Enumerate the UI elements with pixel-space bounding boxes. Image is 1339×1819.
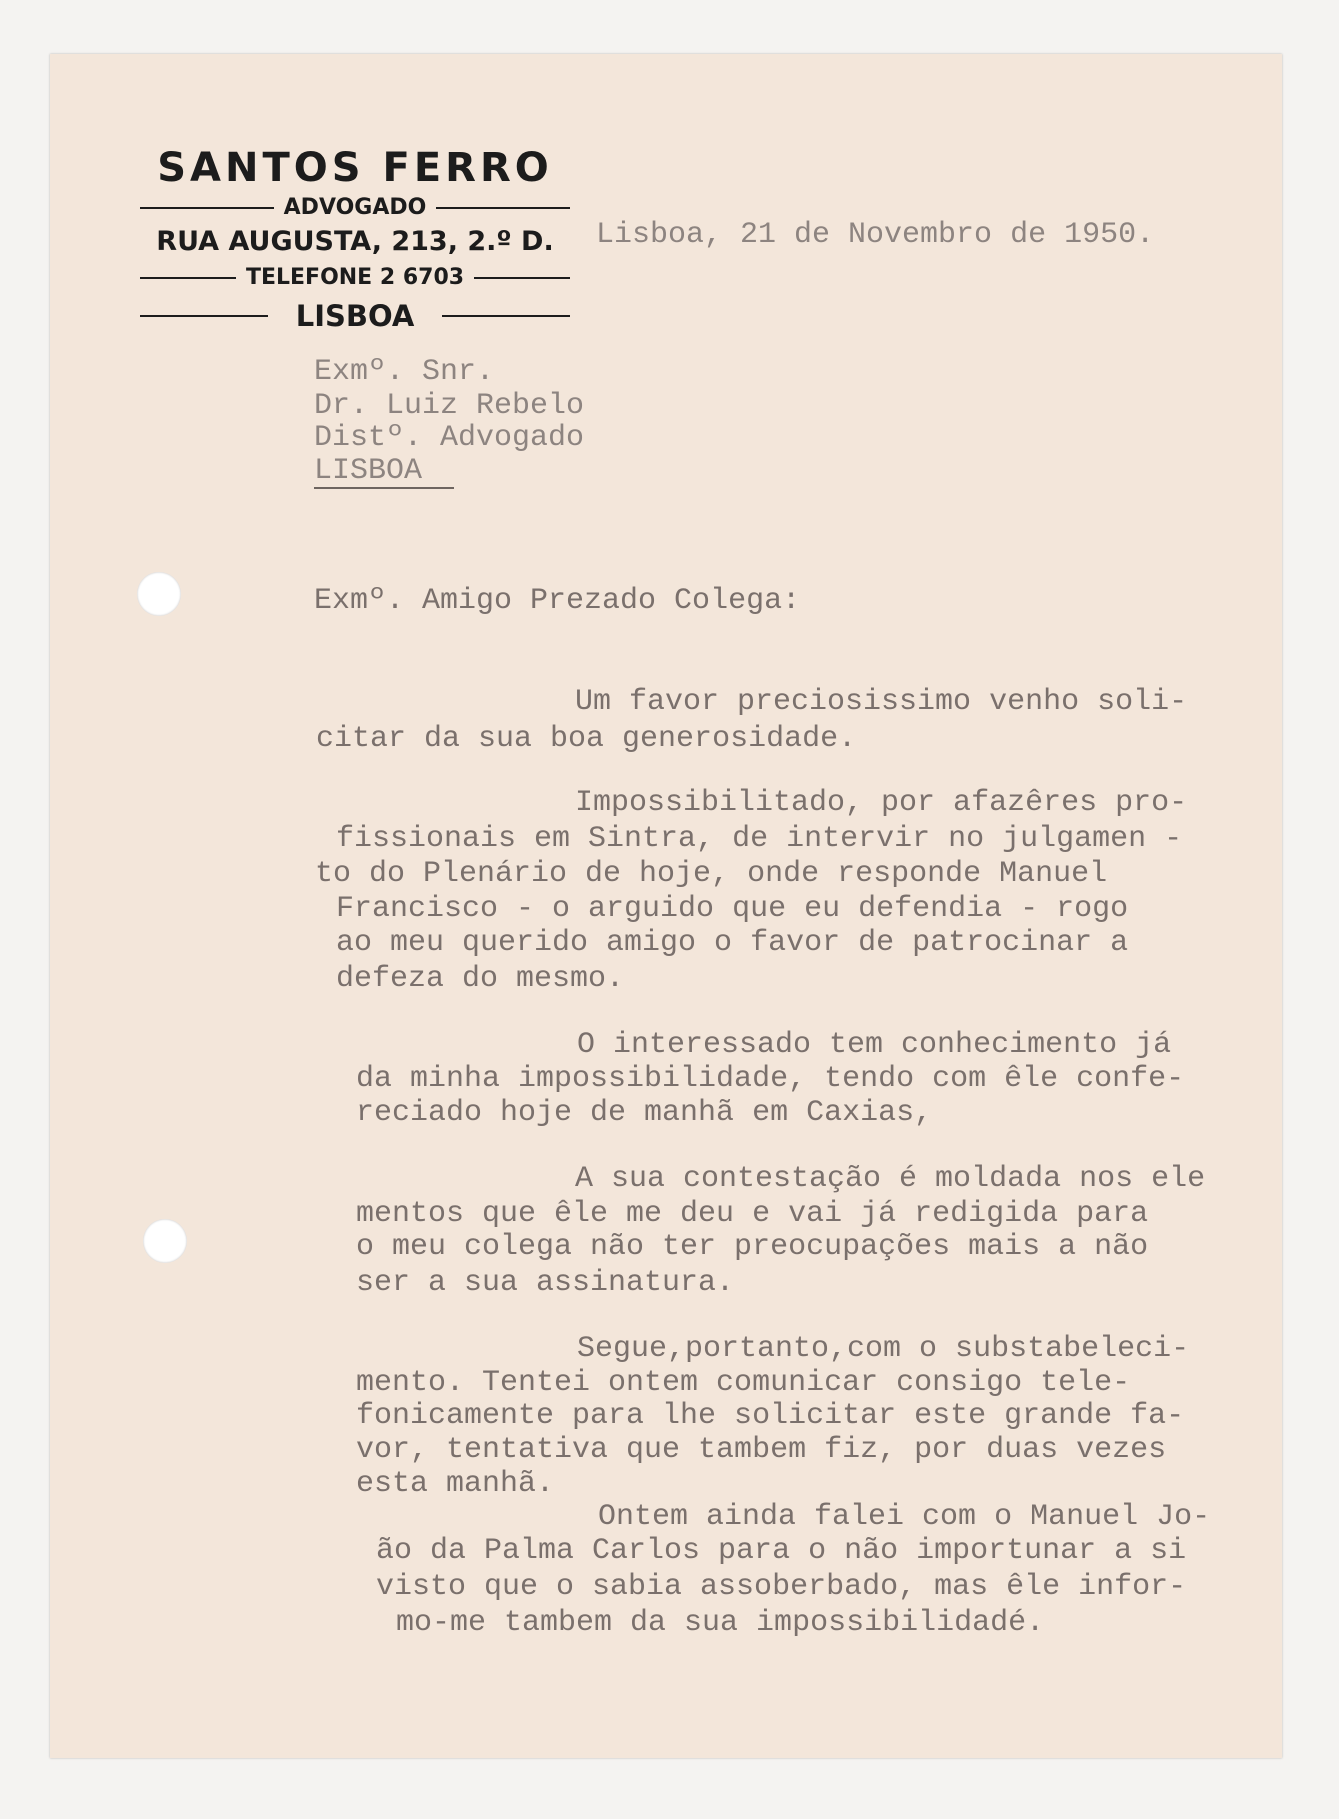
punch-hole-top: [137, 572, 181, 616]
salutation: Exmº. Amigo Prezado Colega:: [314, 584, 801, 618]
letterhead-address-row: [140, 226, 570, 257]
body-line: ão da Palma Carlos para o não importunar a si: [376, 1534, 1187, 1568]
recipient-city-underline: [314, 487, 454, 489]
recipient-line-4: LISBOA: [314, 454, 423, 488]
body-line: o meu colega não ter preocupações mais a não: [356, 1230, 1149, 1264]
body-line: vor, tentativa que tambem fiz, por duas vezes: [356, 1433, 1167, 1467]
body-line: ser a sua assinatura.: [356, 1266, 735, 1300]
body-line: mo-me tambem da sua impossibilidadé.: [396, 1606, 1045, 1640]
body-line: reciado hoje de manhã em Caxias,: [356, 1096, 933, 1130]
body-line: A sua contestação é moldada nos ele: [575, 1162, 1206, 1196]
recipient-line-2: Dr. Luiz Rebelo: [314, 389, 585, 423]
body-line: O interessado tem conhecimento já: [577, 1028, 1172, 1062]
recipient-line-3: Distº. Advogado: [314, 421, 585, 455]
recipient-line-1: Exmº. Snr.: [314, 355, 495, 389]
body-line: mento. Tentei ontem comunicar consigo tele-: [356, 1366, 1131, 1400]
letterhead-phone: TELEFONE 2 6703: [245, 265, 465, 290]
letterhead-title: ADVOGADO: [283, 195, 427, 220]
letterhead-city-row: [140, 299, 570, 333]
letterhead-title-row: [140, 195, 570, 220]
body-line: mentos que êle me deu e vai já redigida para: [356, 1197, 1149, 1231]
body-line: visto que o sabia assoberbado, mas êle infor-: [376, 1570, 1187, 1604]
body-line: Um favor preciosissimo venho soli-: [575, 685, 1188, 719]
body-line: Segue,portanto,com o substabeleci-: [577, 1332, 1190, 1366]
body-line: da minha impossibilidade, tendo com êle confe-: [356, 1062, 1185, 1096]
body-line: fonicamente para lhe solicitar este grande fa-: [356, 1399, 1185, 1433]
body-line: Ontem ainda falei com o Manuel Jo-: [598, 1500, 1211, 1534]
body-line: Impossibilitado, por afazêres pro-: [575, 786, 1188, 820]
body-line: fissionais em Sintra, de intervir no julgamen -: [336, 822, 1183, 856]
letterhead-city: LISBOA: [295, 299, 415, 333]
body-line: Francisco - o arguido que eu defendia - rogo: [336, 892, 1129, 926]
letterhead-name: SANTOS FERRO: [157, 145, 553, 191]
body-line: esta manhã.: [356, 1467, 555, 1501]
letter-date: Lisboa, 21 de Novembro de 1950.: [596, 218, 1155, 252]
body-line: to do Plenário de hoje, onde responde Manuel: [315, 857, 1108, 891]
letterhead-phone-row: [140, 265, 570, 290]
letterhead-address: RUA AUGUSTA, 213, 2.º D.: [156, 226, 554, 257]
body-line: ao meu querido amigo o favor de patrocinar a: [336, 926, 1129, 960]
body-line: citar da sua boa generosidade.: [316, 722, 857, 756]
body-line: defeza do mesmo.: [336, 962, 625, 996]
punch-hole-bottom: [143, 1219, 187, 1263]
